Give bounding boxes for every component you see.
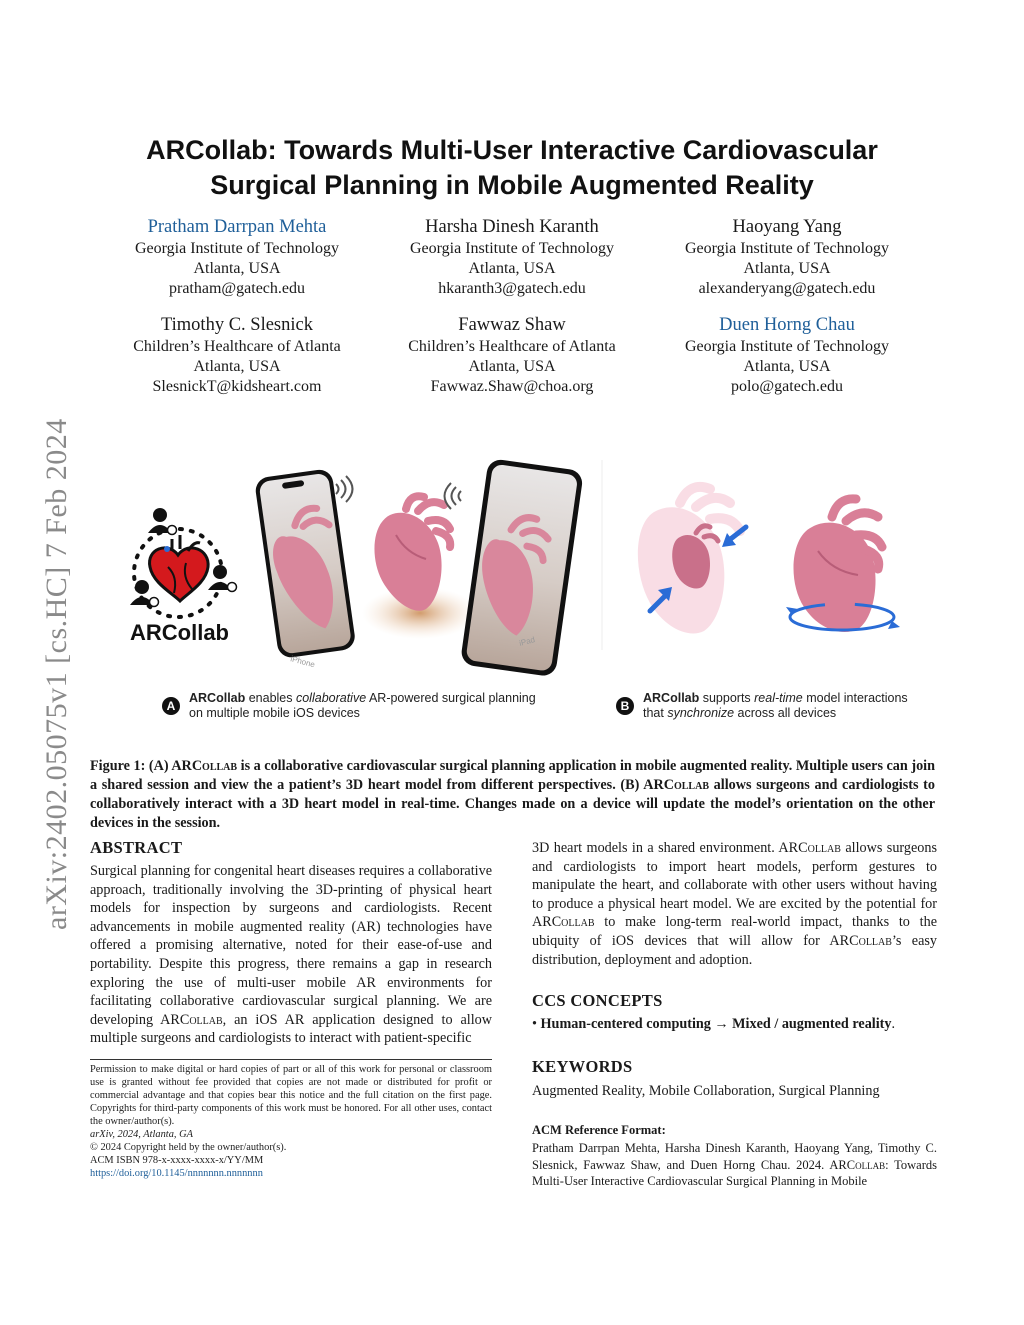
- panel-a-badge: A: [162, 697, 180, 715]
- permission-footnote: [90, 1063, 492, 1180]
- user-icon: [208, 565, 237, 592]
- panel-a-text: AR-powered surgical planning: [366, 691, 536, 705]
- caption-arcollab: Collab: [191, 758, 238, 774]
- author-location: Atlanta, USA: [743, 260, 831, 277]
- author-affiliation: Children’s Healthcare of Atlanta: [133, 338, 341, 355]
- author-name: Harsha Dinesh Karanth: [425, 217, 599, 237]
- ccs-bullet: •: [532, 1016, 541, 1032]
- footnote-copyright: © 2024 Copyright held by the owner/author(s).: [90, 1142, 287, 1153]
- author-name[interactable]: Duen Horng Chau: [719, 315, 855, 335]
- figure-1: [100, 455, 940, 730]
- body-paragraph: ’s easy distribution, deployment and adoption.: [532, 932, 937, 968]
- author-email: alexanderyang@gatech.edu: [698, 280, 876, 297]
- abstract-paragraph: Surgical planning for congenital heart diseases requires a collaborative approach, traditionally involving the 3D-printing of physical heart models for inspection by surgeons and cardiologists. Recent advancements in mobile augmented reality (AR) technologies have offered a promising alternative, noted for their ease-of-use and portability. Despite this progress, there remains a gap in research exploring the use of multi-user mobile AR environments for facilitating collaborative cardiovascular surgical planning. We are developing AR: [90, 863, 492, 1028]
- panel-b-italic: real-time: [754, 691, 803, 705]
- title-line-2: Surgical Planning in Mobile Augmented Reality: [210, 170, 814, 200]
- author-block: [97, 313, 377, 397]
- paper-title: [90, 133, 934, 203]
- arcollab-logo-text: ARCollab: [130, 620, 229, 645]
- footnote-doi-link[interactable]: https://doi.org/10.1145/nnnnnnn.nnnnnnn: [90, 1168, 263, 1179]
- author-email: Fawwaz.Shaw@choa.org: [430, 378, 594, 395]
- author-email: polo@gatech.edu: [730, 378, 844, 395]
- abstract-arcollab: Collab: [179, 1011, 223, 1028]
- abstract-text: [90, 862, 492, 1048]
- body-paragraph: allows surgeons and cardiologists to import heart models, perform gestures to manipulate the heart, and collaborate with other users without having to produce a physical heart model. We are excited by the potential for AR: [532, 840, 937, 931]
- author-email: hkaranth3@gatech.edu: [438, 280, 586, 297]
- author-block: [372, 313, 652, 397]
- author-location: Atlanta, USA: [743, 358, 831, 375]
- acm-reference-paragraph: Pratham Darrpan Mehta, Harsha Dinesh Karanth, Haoyang Yang, Timothy C. Slesnick, Fawwaz Shaw, and Duen Horng Chau. 2024. AR: [532, 1141, 937, 1172]
- body-paragraph: to make long-term real-world impact, thanks to the ubiquity of iOS devices that will allow for AR: [532, 914, 937, 949]
- author-affiliation: Georgia Institute of Technology: [684, 240, 890, 257]
- rotating-heart-model: [794, 499, 882, 632]
- author-location: Atlanta, USA: [468, 260, 556, 277]
- panel-a-caption: [189, 691, 589, 721]
- panel-b-text: model interactions: [802, 691, 908, 705]
- footnote-venue: arXiv, 2024, Atlanta, GA: [90, 1129, 193, 1140]
- acm-reference-paragraph: : Towards Multi-User Interactive Cardiovascular Surgical Planning in Mobile: [532, 1157, 937, 1188]
- panel-b-text: that: [643, 706, 668, 720]
- author-location: Atlanta, USA: [193, 260, 281, 277]
- author-block: [647, 215, 927, 299]
- author-block: [97, 215, 377, 299]
- abstract-paragraph: , an iOS AR application designed to allow multiple surgeons and cardiologists to interact with patient-specific: [90, 1011, 492, 1047]
- keywords-text: Augmented Reality, Mobile Collaboration, Surgical Planning: [532, 1083, 880, 1099]
- title-line-1: [90, 133, 934, 168]
- panel-a-text: enables: [245, 691, 296, 705]
- keywords-heading: KEYWORDS: [532, 1057, 633, 1076]
- author-affiliation: Georgia Institute of Technology: [409, 240, 615, 257]
- author-affiliation: Georgia Institute of Technology: [134, 240, 340, 257]
- author-name: Timothy C. Slesnick: [161, 315, 313, 335]
- wireless-signal-icon: [336, 476, 353, 502]
- abstract-heading: ABSTRACT: [90, 838, 183, 857]
- ccs-heading: CCS CONCEPTS: [532, 991, 663, 1010]
- panel-b-italic: synchronize: [667, 706, 735, 720]
- body-arcollab: Collab: [849, 932, 892, 949]
- ccs-end: .: [891, 1016, 896, 1032]
- author-affiliation: Georgia Institute of Technology: [684, 338, 890, 355]
- iphone-label: iPhone: [289, 654, 316, 670]
- footnote-divider: [90, 1059, 492, 1060]
- panel-b-badge: B: [616, 697, 634, 715]
- heart-icon: [150, 535, 209, 601]
- caption-text: Figure 1: (A) AR: [90, 758, 192, 774]
- author-name: Haoyang Yang: [732, 217, 842, 237]
- author-block: [372, 215, 652, 299]
- figure-1-illustration: [100, 455, 940, 730]
- body-paragraph: 3D heart models in a shared environment. AR: [532, 840, 799, 856]
- panel-b-text: across all devices: [734, 706, 837, 720]
- caption-text: allows surgeons and cardiologists to collaboratively interact with a 3D heart model in real-time. Changes made on a device will update the model’s orientation on the other devices in the session.: [90, 777, 936, 831]
- arxiv-side-stamp: arXiv:2402.05075v1 [cs.HC] 7 Feb 2024: [40, 418, 73, 930]
- arcollab-logo: [130, 508, 237, 617]
- title-arcollab: ARCollab: [146, 135, 268, 165]
- footnote-isbn: ACM ISBN 978-x-xxxx-xxxx-x/YY/MM: [90, 1155, 264, 1166]
- ccs-concepts: [532, 1015, 942, 1034]
- panel-b-bold: ARCollab: [643, 691, 700, 705]
- ipad-label: iPad: [518, 635, 536, 648]
- footnote-permission: Permission to make digital or hard copies of part or all of this work for personal or classroom use is granted without fee provided that copies are not made or distributed for profit or commercial advantage and that copies bear this notice and the full citation on the first page. Copyrights for third-party components of this work must be honored. For all other uses, contact the owner/author(s).: [90, 1064, 492, 1127]
- author-location: Atlanta, USA: [193, 358, 281, 375]
- caption-text: is a collaborative cardiovascular surgical planning application in mobile augmented reality. Multiple users can join a shared session and view the a patient’s 3D heart model from different perspectives. (B) AR: [90, 758, 935, 793]
- acm-reference-text: [532, 1140, 937, 1190]
- author-email: pratham@gatech.edu: [168, 280, 305, 297]
- acm-reference-label: ACM Reference Format:: [532, 1123, 666, 1137]
- ccs-item: Human-centered computing → Mixed / augmented reality: [540, 1016, 892, 1032]
- wireless-signal-icon: [445, 483, 462, 509]
- user-icon: [148, 508, 177, 535]
- panel-a-italic: collaborative: [295, 691, 367, 705]
- panel-a-bold: ARCollab: [189, 691, 246, 705]
- panel-a-line-2: on multiple mobile iOS devices: [189, 706, 360, 720]
- author-email: SlesnickT@kidsheart.com: [152, 378, 322, 395]
- author-affiliation: Children’s Healthcare of Atlanta: [408, 338, 616, 355]
- user-icon: [130, 580, 159, 607]
- author-name[interactable]: Pratham Darrpan Mehta: [147, 217, 327, 237]
- author-location: Atlanta, USA: [468, 358, 556, 375]
- right-column-text: [532, 839, 937, 969]
- panel-b-caption: [643, 691, 943, 721]
- panel-b-text: supports: [699, 691, 755, 705]
- title-line-1-rest: : Towards Multi-User Interactive Cardiovascular: [267, 135, 878, 165]
- caption-arcollab: Collab: [663, 777, 709, 793]
- figure-1-caption: [90, 757, 935, 833]
- author-name: Fawwaz Shaw: [458, 315, 566, 335]
- author-block: [647, 313, 927, 397]
- acm-reference-arcollab: Collab: [846, 1157, 886, 1172]
- body-arcollab: Collab: [798, 840, 841, 856]
- body-arcollab: Collab: [551, 914, 595, 931]
